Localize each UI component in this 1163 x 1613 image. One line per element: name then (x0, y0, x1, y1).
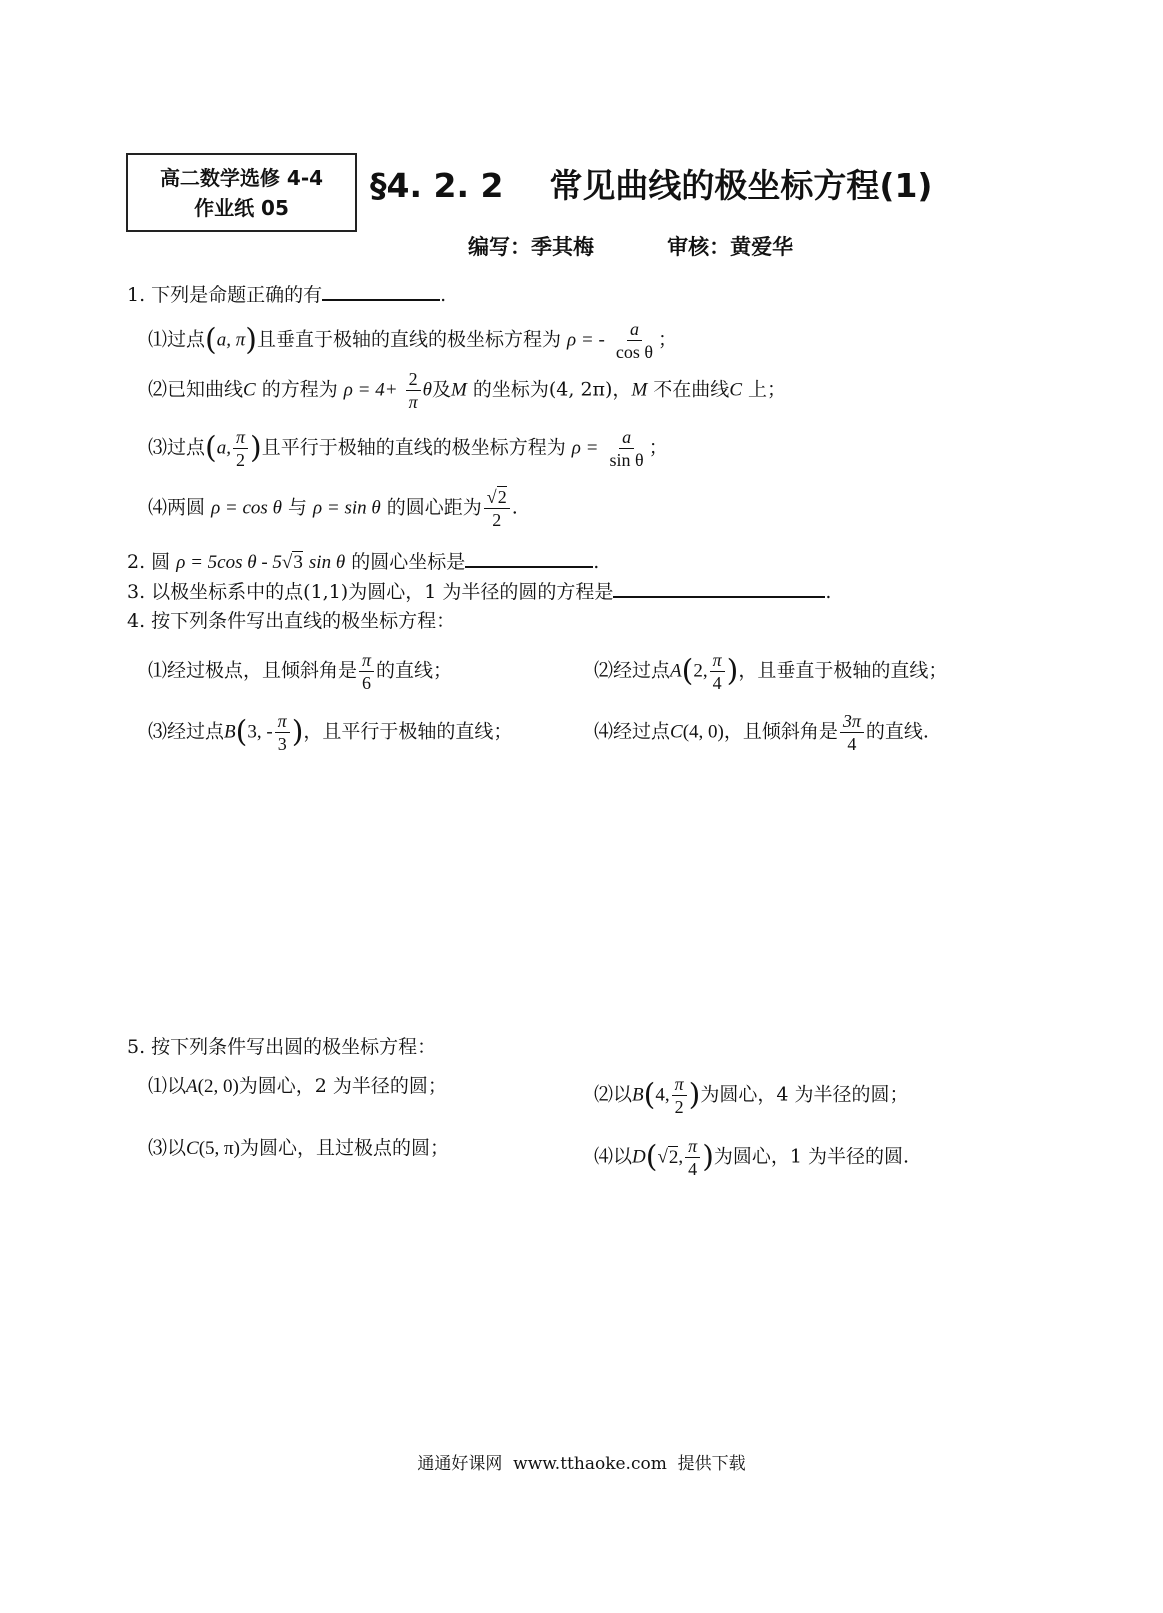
fraction: $\frac{3\pi}{4}$ (840, 710, 864, 755)
question-4-stem: 4. 按下列条件写出直线的极坐标方程： (127, 610, 456, 632)
fraction: $\frac{2}{\pi}$ (406, 368, 421, 413)
page-title: §4. 2. 2 常见曲线的极坐标方程(1) (370, 166, 933, 205)
fraction: $\frac{\pi}{3}$ (275, 710, 290, 755)
fraction: $\frac{√2}{2}$ (484, 486, 510, 531)
credits: 编写：季其梅 审核：黄爱华 (468, 235, 794, 259)
question-4-item-2: ⑵经过点A(2, $\frac{\pi}{4}$ )，且垂直于极轴的直线； (594, 650, 948, 693)
worksheet-number: 作业纸 05 (194, 195, 289, 220)
question-4-item-3: ⑶经过点B(3, - $\frac{\pi}{3}$ )，且平行于极轴的直线； (148, 711, 513, 754)
question-1-item-1: ⑴过点(a, π)且垂直于极轴的直线的极坐标方程为 ρ = - $\frac{a}{\text{cos θ}}$ ； (148, 319, 678, 362)
question-5-item-4: ⑷以D(√2, $\frac{\pi}{4}$ )为圆心，1 为半径的圆. (594, 1136, 910, 1179)
answer-blank (465, 548, 593, 568)
fraction: $\frac{\pi}{2}$ (672, 1073, 687, 1118)
course-label-box (126, 153, 357, 232)
question-5-item-1: ⑴以A(2, 0)为圆心，2 为半径的圆； (148, 1075, 447, 1097)
fraction: $\frac{a}{\text{cos θ}}$ (615, 319, 653, 362)
answer-blank (613, 578, 825, 598)
fraction: $\frac{\pi}{4}$ (685, 1135, 700, 1180)
question-1-item-3: ⑶过点(a, $\frac{\pi}{2}$ )且平行于极轴的直线的极坐标方程为 ρ = $\frac{a}{\text{sin θ}}$ ； (148, 427, 668, 470)
answer-blank (322, 281, 440, 301)
question-1: 1. 下列是命题正确的有 . (127, 281, 446, 308)
question-3: 3. 以极坐标系中的点(1,1)为圆心，1 为半径的圆的方程是 . (127, 578, 831, 605)
question-4-item-1: ⑴经过极点，且倾斜角是 $\frac{\pi}{6}$ 的直线； (148, 650, 453, 693)
question-5-stem: 5. 按下列条件写出圆的极坐标方程： (127, 1036, 437, 1058)
course-label: 高二数学选修 4-4 (159, 165, 324, 190)
question-1-item-2: ⑵已知曲线C 的方程为 ρ = 4+ $\frac{2}{\pi}$ θ及M 的坐标为(4, 2π)，M 不在曲线C 上； (148, 369, 787, 412)
question-4-item-4: ⑷经过点C(4, 0)，且倾斜角是 $\frac{3\pi}{4}$ 的直线. (594, 711, 929, 754)
question-1-stem: 1. 下列是命题正确的有 (127, 284, 323, 306)
question-5-item-2: ⑵以B(4, $\frac{\pi}{2}$ )为圆心，4 为半径的圆； (594, 1074, 909, 1117)
question-5-item-3: ⑶以C(5, π)为圆心，且过极点的圆； (148, 1137, 449, 1159)
fraction: $\frac{\pi}{6}$ (359, 649, 374, 694)
question-1-item-4: ⑷两圆 ρ = cos θ 与 ρ = sin θ 的圆心距为 $\frac{√2}{2}$ . (148, 487, 518, 530)
footer-source: 通通好课网 www.tthaoke.com 提供下载 (417, 1454, 746, 1474)
question-2: 2. 圆 ρ = 5cos θ - 5√3 sin θ 的圆心坐标是 . (127, 548, 599, 576)
fraction: $\frac{\pi}{2}$ (233, 426, 248, 471)
fraction: $\frac{a}{\text{sin θ}}$ (609, 427, 644, 470)
fraction: $\frac{\pi}{4}$ (710, 649, 725, 694)
